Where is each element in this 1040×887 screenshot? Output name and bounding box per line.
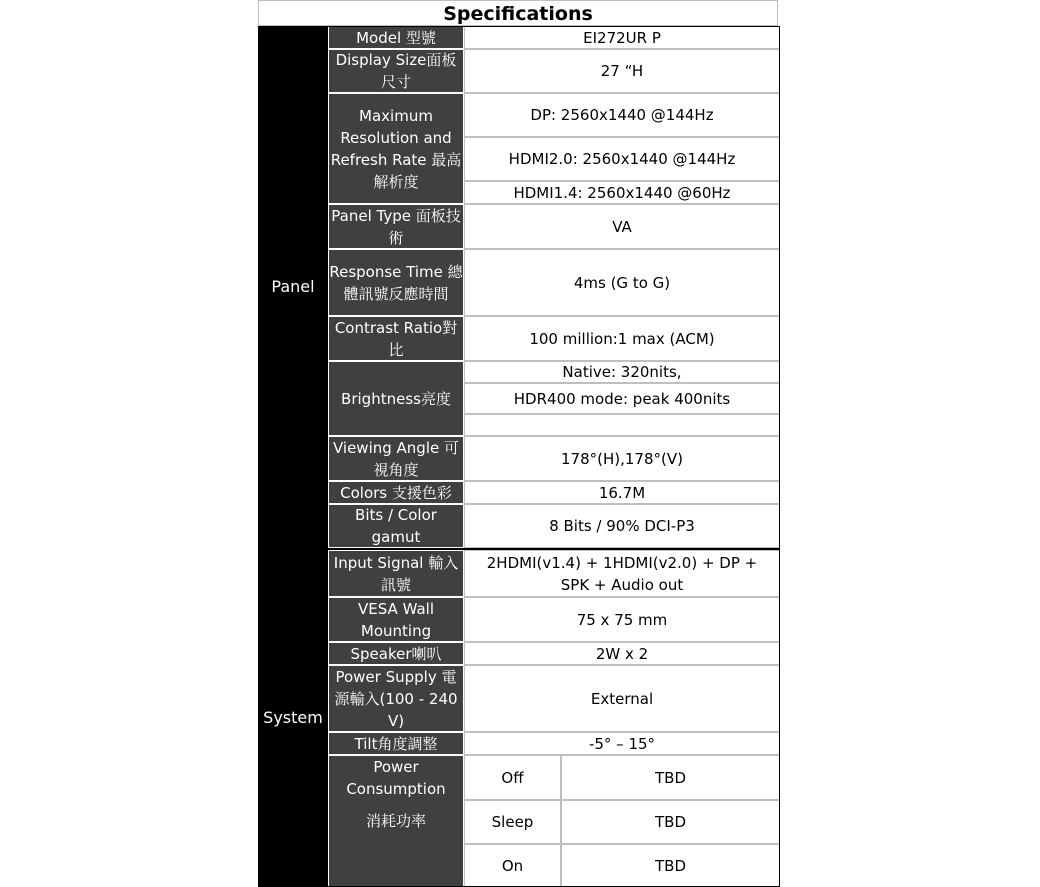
value-resolution-hdmi14: HDMI1.4: 2560x1440 @60Hz bbox=[464, 181, 780, 204]
power-mode-on: On bbox=[464, 844, 561, 887]
label-power-consumption-en: Power Consumption bbox=[346, 758, 446, 798]
value-model: EI272UR P bbox=[464, 26, 780, 49]
value-speaker: 2W x 2 bbox=[464, 642, 780, 665]
label-brightness: Brightness亮度 bbox=[328, 361, 464, 436]
value-contrast: 100 million:1 max (ACM) bbox=[464, 316, 780, 361]
value-colors: 16.7M bbox=[464, 481, 780, 504]
value-brightness-native: Native: 320nits, bbox=[464, 361, 780, 383]
label-response-time: Response Time 總體訊號反應時間 bbox=[328, 249, 464, 316]
label-input-signal: Input Signal 輸入訊號 bbox=[328, 550, 464, 597]
power-value-off: TBD bbox=[561, 755, 780, 800]
label-vesa: VESA Wall Mounting bbox=[328, 597, 464, 642]
label-resolution: Maximum Resolution and Refresh Rate 最高解析度 bbox=[328, 93, 464, 204]
label-model: Model 型號 bbox=[328, 26, 464, 49]
value-resolution-hdmi20: HDMI2.0: 2560x1440 @144Hz bbox=[464, 137, 780, 181]
sheet-title: Specifications bbox=[258, 0, 778, 26]
value-display-size: 27 “H bbox=[464, 49, 780, 93]
power-mode-sleep: Sleep bbox=[464, 800, 561, 844]
label-power-consumption bbox=[328, 755, 464, 887]
label-viewing-angle: Viewing Angle 可視角度 bbox=[328, 436, 464, 481]
value-tilt: -5° – 15° bbox=[464, 732, 780, 755]
value-power-supply: External bbox=[464, 665, 780, 732]
value-vesa: 75 x 75 mm bbox=[464, 597, 780, 642]
label-tilt: Tilt角度調整 bbox=[328, 732, 464, 755]
value-brightness-hdr: HDR400 mode: peak 400nits bbox=[464, 383, 780, 414]
label-bits-gamut: Bits / Color gamut bbox=[328, 504, 464, 548]
label-panel-type: Panel Type 面板技術 bbox=[328, 204, 464, 249]
power-mode-off: Off bbox=[464, 755, 561, 800]
value-input-signal: 2HDMI(v1.4) + 1HDMI(v2.0) + DP + SPK + Audio out bbox=[464, 550, 780, 597]
value-panel-type: VA bbox=[464, 204, 780, 249]
label-contrast: Contrast Ratio對比 bbox=[328, 316, 464, 361]
value-brightness-empty bbox=[464, 414, 780, 436]
label-display-size: Display Size面板尺寸 bbox=[328, 49, 464, 93]
label-power-consumption-zh: 消耗功率 bbox=[365, 812, 426, 830]
value-response-time: 4ms (G to G) bbox=[464, 249, 780, 316]
label-speaker: Speaker喇叭 bbox=[328, 642, 464, 665]
label-power-supply: Power Supply 電源輸入(100 - 240 V) bbox=[328, 665, 464, 732]
value-bits-gamut: 8 Bits / 90% DCI-P3 bbox=[464, 504, 780, 548]
group-panel: Panel bbox=[258, 26, 328, 548]
group-separator bbox=[328, 548, 780, 550]
power-value-sleep: TBD bbox=[561, 800, 780, 844]
label-colors: Colors 支援色彩 bbox=[328, 481, 464, 504]
group-system: System bbox=[258, 548, 328, 887]
specifications-sheet bbox=[258, 0, 780, 887]
power-value-on: TBD bbox=[561, 844, 780, 887]
value-resolution-dp: DP: 2560x1440 @144Hz bbox=[464, 93, 780, 137]
value-viewing-angle: 178°(H),178°(V) bbox=[464, 436, 780, 481]
